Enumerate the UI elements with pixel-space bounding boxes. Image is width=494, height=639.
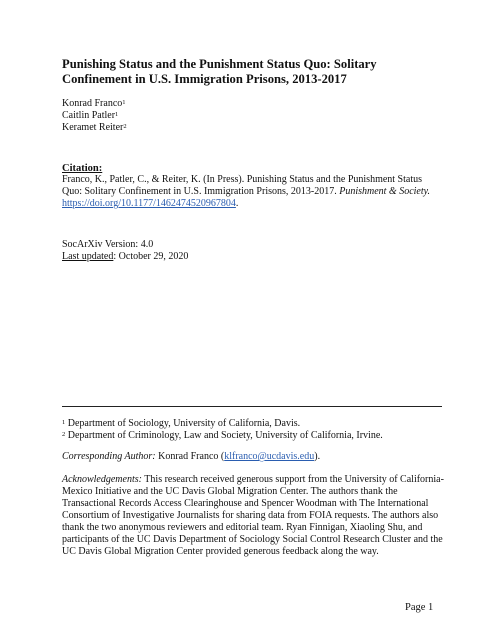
corresponding-name: Konrad Franco ( — [155, 451, 225, 462]
author-affil-sup: 1 — [115, 111, 119, 118]
footnote-divider — [62, 406, 442, 407]
updated-line — [62, 251, 188, 263]
doi-period: . — [235, 198, 239, 209]
acknowledgements — [62, 474, 444, 558]
author-2 — [62, 110, 118, 122]
author-3 — [62, 122, 127, 134]
author-name: Caitlin Patler — [62, 110, 116, 121]
citation-heading: Citation: — [62, 163, 103, 174]
version-line — [62, 239, 153, 251]
author-name: Keramet Reiter — [62, 122, 124, 133]
paper-title: Punishing Status and the Punishment Status Quo: Solitary Confinement in U.S. Immigration Prisons, 2013-2017 — [62, 57, 377, 86]
author-1 — [62, 98, 126, 110]
doi-link[interactable]: https://doi.org/10.1177/1462474520967804 — [62, 198, 236, 209]
corresponding-author — [62, 451, 320, 463]
email-link[interactable]: klfranco@ucdavis.edu — [224, 451, 315, 462]
footnote-2 — [62, 430, 383, 442]
footnote-sup: 2 — [62, 431, 66, 438]
acknowledgements-label: Acknowledgements: — [62, 474, 142, 485]
citation-text — [62, 174, 442, 210]
corresponding-end: ). — [314, 451, 321, 462]
footnote-sup: 1 — [62, 419, 66, 426]
author-name: Konrad Franco — [62, 98, 123, 109]
updated-value: : October 29, 2020 — [113, 251, 189, 262]
citation-journal: Punishment & Society. — [339, 186, 431, 197]
author-affil-sup: 2 — [123, 123, 127, 130]
updated-label: Last updated — [62, 251, 114, 262]
author-affil-sup: 1 — [122, 99, 126, 106]
version-value: Version: 4.0 — [102, 239, 154, 250]
footnote-1 — [62, 418, 300, 430]
version-label: SocArXiv — [62, 239, 103, 250]
page-number: Page 1 — [405, 602, 434, 613]
citation-main: Franco, K., Patler, C., & Reiter, K. (In Press). Punishing Status and the Punishment Status Quo: Solitary Confinement in U.S. Immigration Prisons, 2013-2017. — [62, 174, 423, 197]
acknowledgements-text: This research received generous support from the University of California-Mexico Initiative and the UC Davis Global Migration Center. The authors thank the Transactional Records Access Clearinghouse and Spencer Woodman with The International Consortium of Investigative Journalists for sharing data from FOIA requests. The authors also thank the two anonymous reviewers and editorial team. Ryan Finnigan, Xiaoling Shu, and participants of the UC Davis Department of Sociology Social Control Research Cluster and the UC Davis Global Migration Center provided generous feedback along the way. — [62, 474, 444, 557]
corresponding-label: Corresponding Author: — [62, 451, 156, 462]
footnote-text: Department of Sociology, University of California, Davis. — [67, 418, 301, 429]
footnote-text: Department of Criminology, Law and Society, University of California, Irvine. — [67, 430, 383, 441]
